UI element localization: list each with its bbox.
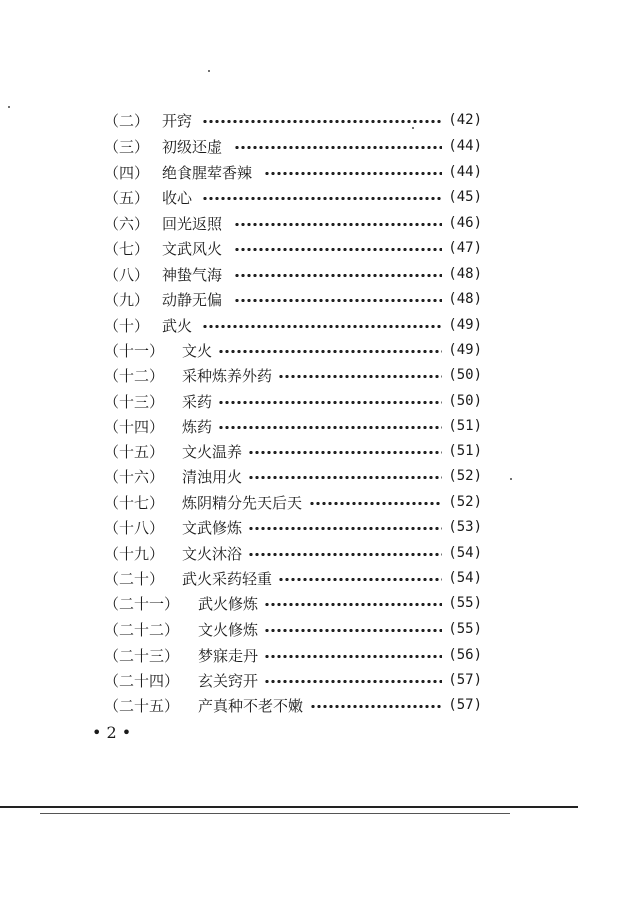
toc-entry [104, 590, 482, 616]
entry-page: (57) [448, 672, 482, 688]
toc-entry [104, 616, 482, 642]
leader-dots [264, 680, 442, 683]
entry-page: (52) [448, 468, 482, 484]
leader-dots [218, 426, 442, 429]
toc-entry [104, 413, 482, 439]
leader-dots [202, 120, 442, 123]
leader-dots [248, 476, 442, 479]
toc-entry [104, 312, 482, 338]
entry-title: 清浊用火 [182, 467, 243, 486]
scan-speck [208, 70, 210, 72]
entry-page: (57) [448, 697, 482, 713]
entry-page: (49) [448, 317, 482, 333]
entry-number: （二十四） [104, 671, 180, 690]
leader-dots [264, 629, 442, 632]
leader-dots [218, 350, 442, 353]
entry-number: （五） [104, 188, 150, 207]
leader-dots [309, 502, 442, 505]
toc-entry [104, 286, 482, 312]
page-number: • 2 • [92, 723, 132, 742]
entry-page: (52) [448, 494, 482, 510]
entry-title: 采种炼养外药 [182, 366, 273, 385]
toc-entry [104, 565, 482, 591]
entry-page: (44) [448, 138, 482, 154]
entry-title: 文武修炼 [182, 518, 243, 537]
entry-number: （九） [104, 290, 150, 309]
entry-number: （十五） [104, 442, 165, 461]
entry-page: (53) [448, 519, 482, 535]
leader-dots [248, 527, 442, 530]
entry-number: （三） [104, 137, 150, 156]
toc-entry [104, 642, 482, 668]
entry-number: （八） [104, 265, 150, 284]
entry-page: (55) [448, 621, 482, 637]
leader-dots [202, 197, 442, 200]
leader-dots [248, 553, 442, 556]
entry-title: 文武风火 [162, 239, 223, 258]
entry-number: （二十三） [104, 646, 180, 665]
entry-number: （十八） [104, 518, 165, 537]
scan-speck [8, 106, 10, 108]
leader-dots [234, 274, 442, 277]
toc-entry [104, 489, 482, 515]
entry-number: （二十） [104, 569, 165, 588]
entry-title: 文火沐浴 [182, 544, 243, 563]
entry-title: 梦寐走丹 [198, 646, 259, 665]
entry-page: (49) [448, 342, 482, 358]
scan-speck [412, 127, 414, 129]
leader-dots [218, 401, 442, 404]
bottom-rule-thin [40, 813, 510, 814]
entry-page: (51) [448, 443, 482, 459]
entry-page: (54) [448, 570, 482, 586]
leader-dots [278, 375, 442, 378]
leader-dots [234, 223, 442, 226]
toc-entry [104, 107, 482, 133]
entry-page: (44) [448, 164, 482, 180]
leader-dots [202, 325, 442, 328]
entry-title: 动静无偏 [162, 290, 223, 309]
leader-dots [234, 299, 442, 302]
entry-page: (48) [448, 266, 482, 282]
entry-number: （七） [104, 239, 150, 258]
entry-page: (50) [448, 367, 482, 383]
entry-title: 初级还虚 [162, 137, 223, 156]
entry-number: （十六） [104, 467, 165, 486]
entry-title: 武火采药轻重 [182, 569, 273, 588]
toc-entry [104, 438, 482, 464]
toc-entry [104, 514, 482, 540]
bottom-rule [0, 806, 578, 808]
toc-entry [104, 667, 482, 693]
entry-title: 炼药 [182, 417, 213, 436]
leader-dots [310, 705, 442, 708]
scan-speck [510, 478, 512, 480]
entry-number: （十一） [104, 341, 165, 360]
toc-entry [104, 133, 482, 159]
entry-page: (50) [448, 393, 482, 409]
leader-dots [264, 603, 442, 606]
leader-dots [248, 451, 442, 454]
entry-number: （二十一） [104, 594, 180, 613]
leader-dots [278, 578, 442, 581]
entry-title: 文火 [182, 341, 213, 360]
entry-number: （十四） [104, 417, 165, 436]
entry-page: (56) [448, 647, 482, 663]
toc-entry [104, 692, 482, 718]
entry-page: (54) [448, 545, 482, 561]
entry-title: 回光返照 [162, 214, 223, 233]
entry-number: （四） [104, 163, 150, 182]
entry-number: （二十二） [104, 620, 180, 639]
entry-title: 武火修炼 [198, 594, 259, 613]
entry-title: 炼阴精分先天后天 [182, 493, 303, 512]
entry-title: 文火修炼 [198, 620, 259, 639]
entry-title: 产真种不老不嫩 [198, 696, 304, 715]
entry-number: （六） [104, 214, 150, 233]
entry-page: (42) [448, 112, 482, 128]
entry-title: 文火温养 [182, 442, 243, 461]
entry-number: （十） [104, 316, 150, 335]
leader-dots [264, 655, 442, 658]
entry-title: 开窍 [162, 111, 193, 130]
toc-entry [104, 210, 482, 236]
toc-entry [104, 463, 482, 489]
entry-number: （十三） [104, 392, 165, 411]
entry-title: 玄关窍开 [198, 671, 259, 690]
entry-page: (51) [448, 418, 482, 434]
toc-entry [104, 261, 482, 287]
toc-entry [104, 540, 482, 566]
entry-number: （十二） [104, 366, 165, 385]
entry-title: 收心 [162, 188, 193, 207]
entry-title: 绝食腥荤香辣 [162, 163, 253, 182]
toc-entry [104, 159, 482, 185]
toc-entry [104, 235, 482, 261]
toc-entry [104, 362, 482, 388]
entry-number: （十九） [104, 544, 165, 563]
toc-entry [104, 337, 482, 363]
entry-page: (46) [448, 215, 482, 231]
entry-title: 武火 [162, 316, 193, 335]
toc-entry [104, 388, 482, 414]
entry-number: （二十五） [104, 696, 180, 715]
entry-page: (48) [448, 291, 482, 307]
entry-number: （十七） [104, 493, 165, 512]
entry-page: (47) [448, 240, 482, 256]
toc-entry [104, 184, 482, 210]
entry-page: (55) [448, 595, 482, 611]
leader-dots [264, 172, 442, 175]
leader-dots [234, 248, 442, 251]
leader-dots [234, 146, 442, 149]
entry-number: （二） [104, 111, 150, 130]
entry-title: 神蛰气海 [162, 265, 223, 284]
entry-page: (45) [448, 189, 482, 205]
entry-title: 采药 [182, 392, 213, 411]
